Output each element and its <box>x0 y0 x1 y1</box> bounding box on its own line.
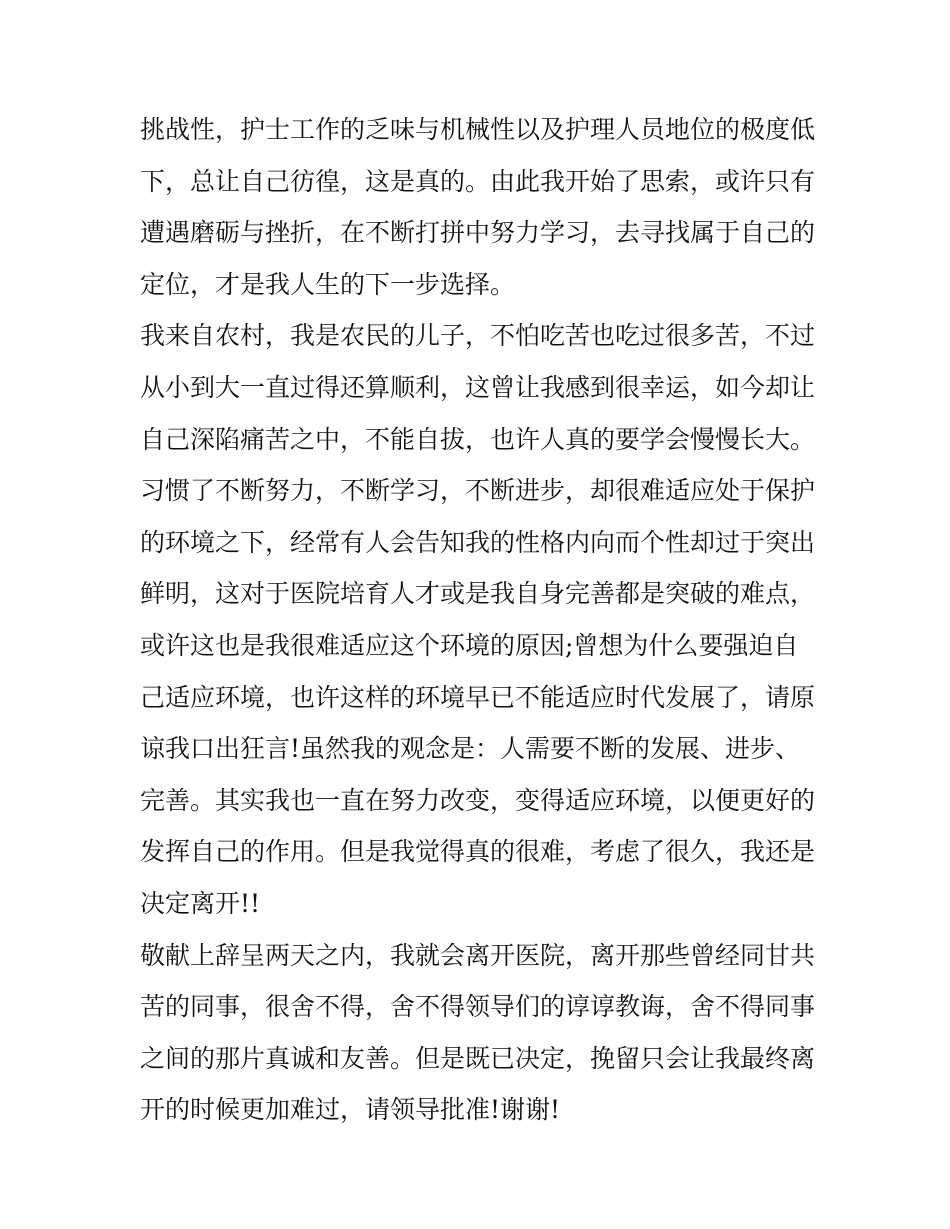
text-line: 下，总让自己彷徨，这是真的。由此我开始了思索，或许只有 <box>140 166 816 196</box>
text-line: 苦的同事，很舍不得，舍不得领导们的谆谆教诲，舍不得同事 <box>140 992 816 1022</box>
text-line: 习惯了不断努力，不断学习，不断进步，却很难适应处于保护 <box>140 476 816 506</box>
text-line: 遭遇磨砺与挫折，在不断打拼中努力学习，去寻找属于自己的 <box>140 218 816 248</box>
text-line: 的环境之下，经常有人会告知我的性格内向而个性却过于突出 <box>140 527 816 557</box>
text-line: 完善。其实我也一直在努力改变，变得适应环境，以便更好的 <box>140 785 816 815</box>
text-line: 自己深陷痛苦之中，不能自拔，也许人真的要学会慢慢长大。 <box>140 424 816 454</box>
text-line: 开的时候更加难过，请领导批准!谢谢! <box>140 1095 561 1125</box>
text-line: 我来自农村，我是农民的儿子，不怕吃苦也吃过很多苦，不过 <box>140 321 816 351</box>
text-line: 鲜明，这对于医院培育人才或是我自身完善都是突破的难点， <box>140 579 816 609</box>
text-line: 敬献上辞呈两天之内，我就会离开医院，离开那些曾经同甘共 <box>140 940 816 970</box>
text-line: 之间的那片真诚和友善。但是既已决定，挽留只会让我最终离 <box>140 1043 816 1073</box>
text-line: 决定离开!! <box>140 888 261 918</box>
text-line: 或许这也是我很难适应这个环境的原因;曾想为什么要强迫自 <box>140 630 799 660</box>
text-line: 己适应环境，也许这样的环境早已不能适应时代发展了，请原 <box>140 682 816 712</box>
text-line: 谅我口出狂言!虽然我的观念是：人需要不断的发展、进步、 <box>140 734 801 764</box>
text-line: 从小到大一直过得还算顺利，这曾让我感到很幸运，如今却让 <box>140 372 816 402</box>
text-line: 定位，才是我人生的下一步选择。 <box>140 269 516 299</box>
letter-body <box>140 104 820 1136</box>
text-line: 挑战性，护士工作的乏味与机械性以及护理人员地位的极度低 <box>140 115 816 144</box>
text-line: 发挥自己的作用。但是我觉得真的很难，考虑了很久，我还是 <box>140 837 816 867</box>
